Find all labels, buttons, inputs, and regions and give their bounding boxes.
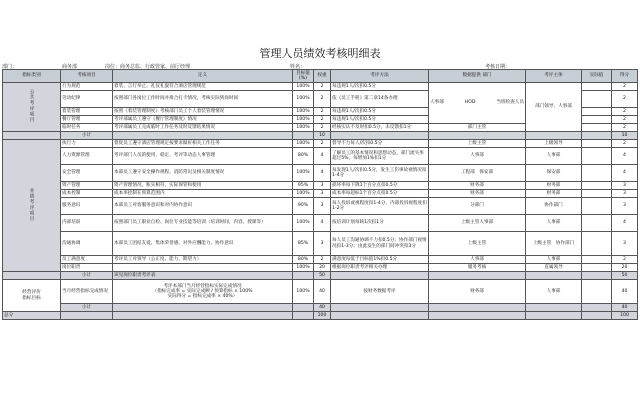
definition-line: （指标完成率 = 实际完成额 / 预算指标 × 100% <box>152 288 253 294</box>
subtotal-score: 50 <box>612 272 638 280</box>
actual-cell <box>582 190 612 198</box>
weight-cell: 2 <box>314 140 331 148</box>
actual-cell <box>582 215 612 232</box>
item-cell: 安全管理 <box>61 165 113 182</box>
header-cell: 实际值 <box>582 70 612 83</box>
page-title: 管理人员绩效考核明细表 <box>259 47 381 60</box>
header-cell: 考评主体 <box>526 70 582 83</box>
blank-cell <box>526 272 582 280</box>
blank-cell <box>293 272 314 280</box>
subtotal-note: 该见岗位职责考评表 <box>113 272 293 280</box>
target-cell: 85% <box>293 232 314 256</box>
assessment-table <box>2 69 638 320</box>
item-cell: 资产管理 <box>61 182 113 190</box>
subject-cell: 保安部 <box>526 165 582 182</box>
table-row <box>3 140 638 148</box>
provider-inspector: 当班检查人员 <box>496 100 524 106</box>
item-cell: 服务意识 <box>61 198 113 215</box>
blank-cell <box>331 312 429 320</box>
table-row <box>3 198 638 215</box>
score-cell: 2 <box>612 108 638 116</box>
provider-cell: 财务部 <box>429 182 526 190</box>
definition-cell: 按照部门员工职业自检、岗位专业技能等培训（培训时间、内容、授课等） <box>113 215 293 232</box>
weight-cell: 40 <box>314 280 331 304</box>
weight-cell: 3 <box>314 182 331 190</box>
category-cell <box>3 140 61 272</box>
definition-cell: 本部员工遵守安全操作规程、消防常识及相关制度情况 <box>113 165 293 182</box>
blank-cell <box>429 272 526 280</box>
method-cell: 按培训计划每缺1次扣1分 <box>331 215 429 232</box>
subject-cell: 财务部 <box>526 182 582 190</box>
subtotal-score: 40 <box>612 304 638 312</box>
target-cell: 80% <box>293 256 314 264</box>
target-cell: 100% <box>293 108 314 116</box>
blank-cell <box>429 312 526 320</box>
blank-cell <box>3 272 61 280</box>
table-row <box>3 232 638 256</box>
target-cell: 100% <box>293 124 314 132</box>
method-cell: 依《员工手册》第二章14条办理 <box>331 91 429 108</box>
method-cell: 满意度每低于目标值1%扣0.5分 <box>331 256 429 264</box>
item-cell: 行为规范 <box>61 83 113 91</box>
method-cell: 每违规1人/次扣0.5分 <box>331 108 429 116</box>
provider-cell: 财务部 <box>429 190 526 198</box>
weight-cell: 2 <box>314 124 331 132</box>
blank-cell <box>582 272 612 280</box>
subtotal-score: 10 <box>612 132 638 140</box>
definition-cell <box>113 264 293 272</box>
total-row <box>3 312 638 320</box>
subtotal-weight: 40 <box>314 304 331 312</box>
method-cell: 根据岗位职责考评相关办理 <box>331 264 429 272</box>
blank-cell <box>582 132 612 140</box>
definition-cell: 本部员工团结友爱、集体荣誉感、对外应酬能力、协作意识 <box>113 232 293 256</box>
item-cell: 员工满意度 <box>61 256 113 264</box>
item-cell: 沟通协调 <box>61 232 113 256</box>
subtotal-weight: 10 <box>314 132 331 140</box>
weight-cell: 3 <box>314 198 331 215</box>
method-cell: 成本率每超标1个百分点扣0.5分 <box>331 190 429 198</box>
score-cell: 2 <box>612 91 638 108</box>
definition-line: 考评本部门当月经营指标实际完成情况 <box>163 283 242 289</box>
method-cell: 每人投诉或视程度扣1-4分，内部投诉视程度扣1-2分 <box>331 198 429 215</box>
score-cell: 3 <box>612 182 638 190</box>
header-cell: 指标类别 <box>3 70 61 83</box>
table-row <box>3 256 638 264</box>
target-cell: 100% <box>293 280 314 304</box>
position-label: 岗位：商务总监、行政管家、前厅经理 <box>105 64 191 70</box>
definition-cell: 考评部属员工遵守《餐厅管理制度》情况 <box>113 116 293 124</box>
actual-cell <box>582 232 612 256</box>
definition-cell: 考评员工对领导（公正度、能力、期望力） <box>113 256 293 264</box>
table-row <box>3 83 638 91</box>
score-cell: 2 <box>612 124 638 132</box>
actual-cell <box>582 124 612 132</box>
weight-cell: 3 <box>314 190 331 198</box>
weight-cell: 2 <box>314 108 331 116</box>
target-cell: 100% <box>293 190 314 198</box>
definition-cell: 督促员工遵守酒店管理规定按要求做好相关工作任务 <box>113 140 293 148</box>
subject-cell: 人事部 <box>526 148 582 165</box>
item-cell: 执行力 <box>61 140 113 148</box>
method-cell: 每发现1人/次扣0.5分，发生工伤事故视情况扣1-4分 <box>331 165 429 182</box>
subject-cell: 人事部 <box>526 215 582 232</box>
table-row <box>3 264 638 272</box>
score-cell: 20 <box>612 264 638 272</box>
blank-cell <box>61 312 113 320</box>
definition-cell: 按照《着装管理制度》考核部门员工个人着装管理情况 <box>113 108 293 116</box>
actual-cell <box>582 165 612 182</box>
target-cell: 100% <box>293 264 314 272</box>
blank-cell <box>526 304 582 312</box>
definition-line: 实际得分 = 指标完成率 × 40%） <box>167 294 238 300</box>
method-cell: 督导不力每人/次扣0.5分 <box>331 140 429 148</box>
subject-cell: 人事部 <box>526 256 582 264</box>
actual-cell <box>582 116 612 124</box>
blank-cell <box>113 304 293 312</box>
header-cell: 定义 <box>113 70 293 83</box>
provider-cell: 分部门 <box>429 198 526 215</box>
category-label: 业绩考评项目 <box>29 187 35 222</box>
item-cell: 人力资源管理 <box>61 148 113 165</box>
table-row <box>3 165 638 182</box>
score-cell: 2 <box>612 116 638 124</box>
blank-cell <box>293 304 314 312</box>
item-cell: 着装管理 <box>61 108 113 116</box>
table-row <box>3 182 638 190</box>
header-cell: 考评方法 <box>331 70 429 83</box>
weight-cell: 2 <box>314 256 331 264</box>
category-cell <box>3 83 61 132</box>
subject-cell: 人事部 <box>526 280 582 304</box>
provider-cell: 工程部 保安部 <box>429 165 526 182</box>
method-cell: 经核实认不及时扣0.5分，未反馈扣1分 <box>331 124 429 132</box>
header-cell: 考核项目 <box>61 70 113 83</box>
category-label: 公共考评项目 <box>29 89 35 123</box>
definition-cell <box>113 280 293 304</box>
total-label: 总分 <box>3 312 61 320</box>
department-label: 部门： <box>2 64 18 70</box>
target-cell: 100% <box>293 91 314 108</box>
table-row <box>3 280 638 304</box>
provider-cell: 上级主管 <box>429 140 526 148</box>
target-cell: 100% <box>293 83 314 91</box>
score-cell: 2 <box>612 83 638 91</box>
item-cell: 成本控制 <box>61 190 113 198</box>
subtotal-label: 小计 <box>61 304 113 312</box>
blank-cell <box>331 272 429 280</box>
target-cell: 100% <box>293 165 314 182</box>
provider-hod: HOD <box>464 100 476 106</box>
blank-cell <box>526 312 582 320</box>
method-cell: 每违规1人/次扣0.5分 <box>331 83 429 91</box>
item-cell: 劳动纪律 <box>61 91 113 108</box>
weight-cell: 4 <box>314 165 331 182</box>
subtotal-weight: 50 <box>314 272 331 280</box>
subtotal-row <box>3 304 638 312</box>
method-cell: 损坏率每下降1个百分点扣0.5分 <box>331 182 429 190</box>
provider-cell: 财务部 <box>429 280 526 304</box>
definition-cell: 考评部属员工完成临时工作任务及时反馈结果情况 <box>113 124 293 132</box>
provider-cell <box>429 83 526 124</box>
subject-cell: 直属领导 <box>526 264 582 272</box>
actual-cell <box>582 182 612 190</box>
subtotal-row <box>3 132 638 140</box>
provider-cell: 上级主管 <box>429 232 526 256</box>
subject-cell: 财务部 <box>526 190 582 198</box>
definition-cell: 成本率控制在预算范围内 <box>113 190 293 198</box>
actual-cell <box>582 108 612 116</box>
score-cell: 40 <box>612 280 638 304</box>
total-score: 100 <box>612 312 638 320</box>
blank-cell <box>293 132 314 140</box>
method-cell: 每人员工沟通协调不力扣0.5分；协作部门视情况扣1-3分；由此发生的部门间冲突扣3分 <box>331 232 429 256</box>
target-cell: 100% <box>293 116 314 124</box>
header-cell: 数据提供 部门 <box>429 70 526 83</box>
table-row <box>3 215 638 232</box>
header-row <box>3 70 638 83</box>
category-label: 经营评价指标目标 <box>22 290 41 301</box>
target-cell: 100% <box>293 215 314 232</box>
definition-cell: 资产管理情况，账实相符，实际保管和使用 <box>113 182 293 190</box>
provider-hr: 人事部 <box>430 100 444 106</box>
blank-cell <box>526 132 582 140</box>
table-row <box>3 190 638 198</box>
provider-cell: 人事部 <box>429 256 526 264</box>
target-cell: 80% <box>293 148 314 165</box>
category-cell <box>3 280 61 312</box>
date-label: 考核日期： <box>485 64 511 70</box>
definition-cell: 着装、言行举止、礼仪礼貌符合酒店管理规范 <box>113 83 293 91</box>
weight-cell: 20 <box>314 264 331 272</box>
subject-cell: 部门领导、人事部 <box>526 83 582 132</box>
blank-cell <box>3 132 61 140</box>
definition-cell: 本部员工对客服务意识和对内协作意识 <box>113 198 293 215</box>
item-cell: 岗位职责 <box>61 264 113 272</box>
score-cell: 2 <box>612 140 638 148</box>
subject-cell: 上级领导 <box>526 140 582 148</box>
score-cell: 4 <box>612 148 638 165</box>
weight-cell: 4 <box>314 148 331 165</box>
weight-cell: 3 <box>314 232 331 256</box>
method-cell: 了解员工的基本情况和思想动态，部门流失率超过5%，每增加1%扣1分 <box>331 148 429 165</box>
blank-cell <box>113 312 293 320</box>
blank-cell <box>429 304 526 312</box>
target-cell: 90% <box>293 198 314 215</box>
subject-cell: 协作部门 <box>526 198 582 215</box>
actual-cell <box>582 83 612 91</box>
header-cell: 目标值(%) <box>293 70 314 83</box>
actual-cell <box>582 264 612 272</box>
provider-cell: 上级主管人事部 <box>429 215 526 232</box>
item-cell: 当月经营指标完成情况 <box>61 280 113 304</box>
target-cell: 95% <box>293 182 314 190</box>
score-cell: 4 <box>612 215 638 232</box>
definition-cell: 按照部门各岗位工作时间并排合打卡情况，考核实际到岗时间 <box>113 91 293 108</box>
actual-cell <box>582 256 612 264</box>
score-cell: 2 <box>612 256 638 264</box>
blank-cell <box>331 132 429 140</box>
department-value: 商务部 <box>62 64 78 70</box>
definition-cell: 考评部门人员的使用、稳定、考评等动态人事管理 <box>113 148 293 165</box>
header-cell: 权重 <box>314 70 331 83</box>
item-cell: 内部培训 <box>61 215 113 232</box>
actual-cell <box>582 148 612 165</box>
subtotal-label: 小计 <box>61 272 113 280</box>
total-weight: 100 <box>314 312 331 320</box>
blank-cell <box>293 312 314 320</box>
blank-cell <box>582 312 612 320</box>
provider-cell: 部门主管 <box>429 124 526 132</box>
name-label: 姓名： <box>290 64 306 70</box>
item-cell: 临时任务 <box>61 124 113 132</box>
method-cell: 每违规1人/次扣0.5分 <box>331 116 429 124</box>
blank-cell <box>331 304 429 312</box>
weight-cell: 2 <box>314 116 331 124</box>
weight-cell: 4 <box>314 215 331 232</box>
actual-cell <box>582 198 612 215</box>
score-cell: 4 <box>612 165 638 182</box>
item-cell: 餐厅管理 <box>61 116 113 124</box>
target-cell: 100% <box>293 140 314 148</box>
weight-cell: 2 <box>314 83 331 91</box>
table-row <box>3 148 638 165</box>
blank-cell <box>113 132 293 140</box>
subtotal-label: 小计 <box>61 132 113 140</box>
provider-cell: 人事部 <box>429 148 526 165</box>
score-cell: 3 <box>612 198 638 215</box>
actual-cell <box>582 280 612 304</box>
score-cell: 3 <box>612 190 638 198</box>
method-cell: 按财务数据考评 <box>331 280 429 304</box>
actual-cell <box>582 140 612 148</box>
subtotal-row <box>3 272 638 280</box>
subject-cell: 上级主管 协作部门 <box>526 232 582 256</box>
blank-cell <box>582 304 612 312</box>
actual-cell <box>582 91 612 108</box>
weight-cell: 2 <box>314 91 331 108</box>
blank-cell <box>429 132 526 140</box>
provider-cell: 服务考核 <box>429 264 526 272</box>
header-cell: 得分 <box>612 70 638 83</box>
score-cell: 3 <box>612 232 638 256</box>
